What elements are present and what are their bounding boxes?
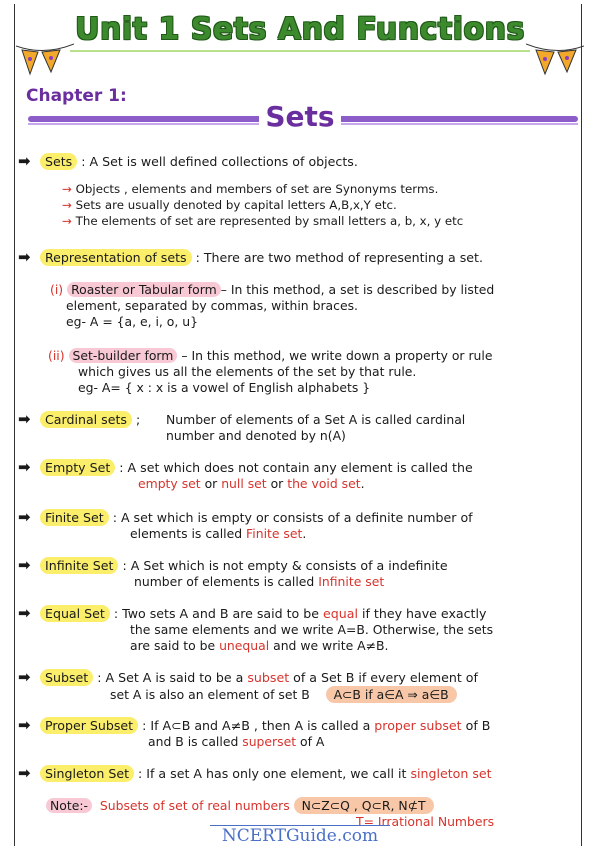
arrow-right-icon: ➡ <box>18 248 31 266</box>
period: . <box>302 526 307 541</box>
term-finite: Finite Set <box>40 509 109 526</box>
arrow-right-icon: ➡ <box>18 668 31 686</box>
section-heading-text: Sets <box>259 100 340 133</box>
arrow-right-icon: ➡ <box>18 508 31 526</box>
connector: or <box>200 476 222 491</box>
builder-line-2: which gives us all the elements of the set by that rule. <box>78 364 417 379</box>
bunting-left-icon <box>16 42 74 86</box>
finite-text-2: elements is called <box>130 526 247 541</box>
term-empty: Empty Set <box>40 459 115 476</box>
page-title: Unit 1 Sets And Functions <box>75 12 525 47</box>
proper-line-2 <box>148 734 324 750</box>
singleton-text: If a set A has only one element, we call it <box>146 766 411 781</box>
term-proper-subset: Proper Subset <box>40 717 138 734</box>
roster-number: (i) <box>50 282 64 297</box>
definition-equal: ➡ Equal Set : Two sets A and B are said to be equal if they have exactly <box>18 604 487 622</box>
term-cardinal: Cardinal sets <box>40 411 132 428</box>
term-equal: Equal Set <box>40 605 110 622</box>
watermark <box>0 826 600 846</box>
infinite-text-2: number of elements is called <box>134 574 319 589</box>
proper-text-b: of B <box>461 718 491 733</box>
finite-line-2 <box>130 526 306 542</box>
subset-text: A Set A is said to be a <box>105 670 248 685</box>
builder-text: – In this method, we write down a property or rule <box>181 348 493 363</box>
section-heading <box>0 100 600 133</box>
finite-text: A set which is empty or consists of a definite number of <box>120 510 473 525</box>
infinite-text: A Set which is not empty & consists of a indefinite <box>130 558 448 573</box>
builder-example: eg- A= { x : x is a vowel of English alphabets } <box>78 380 371 395</box>
proper-text-2: and B is called <box>148 734 243 749</box>
term-proper-word: proper subset <box>374 718 462 733</box>
term-subset-word: subset <box>247 670 290 685</box>
definition-sets: ➡ Sets : A Set is well defined collections of objects. <box>18 152 358 170</box>
note-formula: N⊂Z⊂Q , Q⊂R, N⊄T <box>294 797 434 814</box>
equal-text-b: if they have exactly <box>357 606 487 621</box>
equal-line-3 <box>130 638 388 654</box>
small-arrow-icon: → <box>62 198 72 212</box>
arrow-right-icon: ➡ <box>18 410 31 428</box>
arrow-right-icon: ➡ <box>18 604 31 622</box>
empty-line-2 <box>138 476 365 492</box>
sets-bullet-1 <box>62 182 438 196</box>
chapter-label: Chapter 1: <box>26 86 127 106</box>
term-superset: superset <box>242 734 297 749</box>
sets-bullet-text: Objects , elements and members of set are Synonyms terms. <box>75 182 439 196</box>
subset-line-2 <box>110 687 457 703</box>
note-line <box>46 798 434 814</box>
term-sets: Sets <box>40 153 77 170</box>
sets-bullet-2 <box>62 198 397 212</box>
cardinal-line-1: Number of elements of a Set A is called cardinal <box>166 412 466 427</box>
term-finite-set: Finite set <box>246 526 303 541</box>
small-arrow-icon: → <box>62 214 72 228</box>
connector: or <box>266 476 288 491</box>
term-equal-word: equal <box>323 606 358 621</box>
roster-text: – In this method, a set is described by listed <box>220 282 495 297</box>
builder-number: (ii) <box>48 348 65 363</box>
definition-empty: ➡ Empty Set : A set which does not contain any element is called the <box>18 458 473 476</box>
term-infinite: Infinite Set <box>40 557 118 574</box>
term-empty-set: empty set <box>138 476 201 491</box>
infinite-line-2 <box>134 574 384 590</box>
equal-text-3b: and we write A≠B. <box>269 638 389 653</box>
arrow-right-icon: ➡ <box>18 556 31 574</box>
definition-cardinal: ➡ Cardinal sets ; <box>18 410 141 428</box>
equal-text-3: are said to be <box>130 638 220 653</box>
equal-line-2: the same elements and we write A=B. Otherwise, the sets <box>130 622 494 637</box>
term-null-set: null set <box>221 476 267 491</box>
representation-text: There are two method of representing a set. <box>203 250 483 265</box>
definition-finite: ➡ Finite Set : A set which is empty or consists of a definite number of <box>18 508 473 526</box>
term-void-set: the void set <box>287 476 361 491</box>
bunting-right-icon <box>526 42 584 86</box>
note-footnote: T= Irrational Numbers <box>356 814 495 829</box>
term-singleton: Singleton Set <box>40 765 134 782</box>
sets-bullet-text: The elements of set are represented by small letters a, b, x, y etc <box>75 214 464 228</box>
proper-text: If A⊂B and A≠B , then A is called a <box>150 718 375 733</box>
term-singleton-set: singleton set <box>410 766 492 781</box>
roster-example: eg- A = {a, e, i, o, u} <box>66 314 199 329</box>
sets-bullet-3 <box>62 214 463 228</box>
arrow-right-icon: ➡ <box>18 716 31 734</box>
sets-text: A Set is well defined collections of objects. <box>89 154 358 169</box>
definition-infinite: ➡ Infinite Set : A Set which is not empty & consists of a indefinite <box>18 556 448 574</box>
builder-line-1 <box>48 348 492 364</box>
period: . <box>360 476 365 491</box>
term-subset: Subset <box>40 669 93 686</box>
equal-text: Two sets A and B are said to be <box>122 606 324 621</box>
roster-line-1 <box>50 282 494 298</box>
term-unequal: unequal <box>219 638 270 653</box>
roster-line-2: element, separated by commas, within braces. <box>66 298 358 313</box>
definition-singleton: ➡ Singleton Set : If a set A has only one element, we call it singleton set <box>18 764 492 782</box>
proper-text-2b: of A <box>296 734 325 749</box>
subset-formula: A⊂B if a∈A ⇒ a∈B <box>326 686 457 703</box>
term-infinite-set: Infinite set <box>318 574 385 589</box>
arrow-right-icon: ➡ <box>18 764 31 782</box>
term-representation: Representation of sets <box>40 249 192 266</box>
cardinal-line-2: number and denoted by n(A) <box>166 428 346 443</box>
subset-text-2: set A is also an element of set B <box>110 687 310 702</box>
note-label: Note:- <box>46 798 92 813</box>
arrow-right-icon: ➡ <box>18 152 31 170</box>
arrow-right-icon: ➡ <box>18 458 31 476</box>
definition-representation: ➡ Representation of sets : There are two method of representing a set. <box>18 248 483 266</box>
definition-proper-subset: ➡ Proper Subset : If A⊂B and A≠B , then A is called a proper subset of B <box>18 716 491 734</box>
subset-text-b: of a Set B if every element of <box>289 670 478 685</box>
note-text: Subsets of set of real numbers <box>99 798 290 813</box>
term-roster: Roaster or Tabular form <box>67 282 221 297</box>
title-underline <box>70 50 530 52</box>
definition-subset: ➡ Subset : A Set A is said to be a subset of a Set B if every element of <box>18 668 478 686</box>
empty-text: A set which does not contain any element is called the <box>127 460 473 475</box>
watermark-text: NCERTGuide.com <box>210 825 390 846</box>
term-builder: Set-builder form <box>69 348 178 363</box>
small-arrow-icon: → <box>62 182 72 196</box>
sets-bullet-text: Sets are usually denoted by capital letters A,B,x,Y etc. <box>75 198 397 212</box>
